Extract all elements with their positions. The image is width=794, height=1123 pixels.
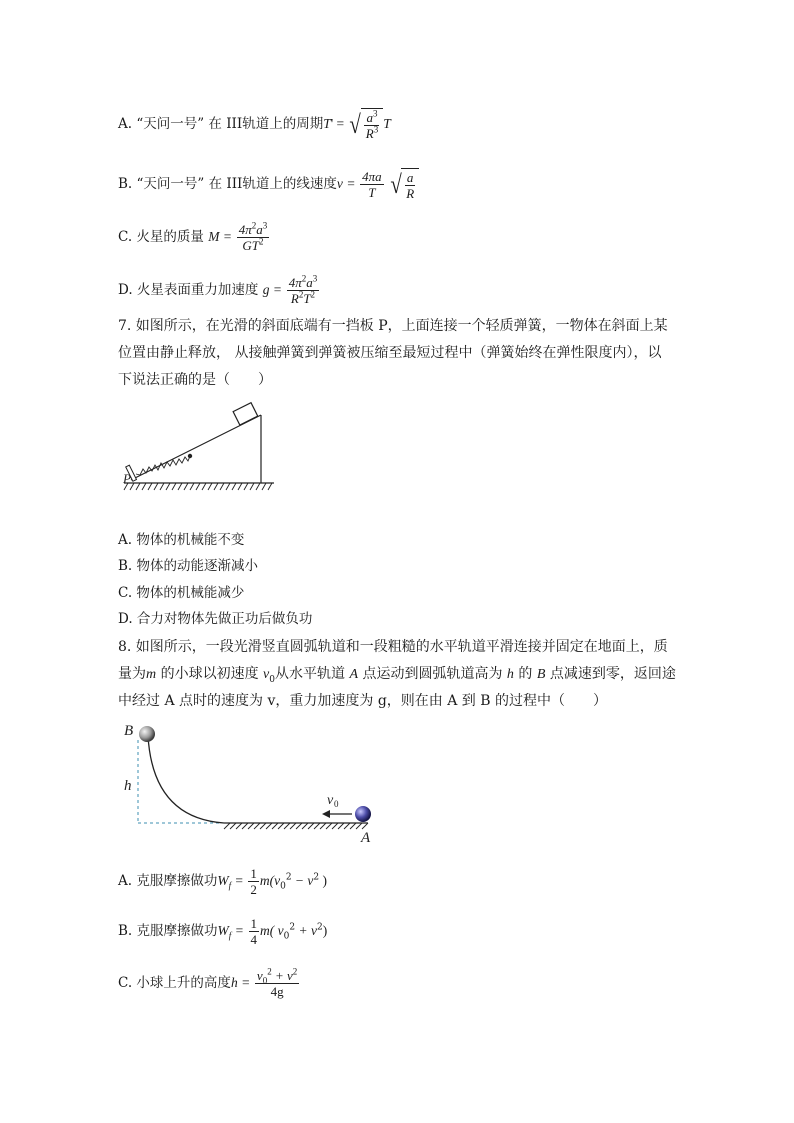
q6-option-b: B. “天问一号” 在 III轨道上的线速度v = $\frac{4\pi a}{T}$ √ $\frac{a}{R}$ [118,168,419,201]
q8-option-a: A. 克服摩擦做功$W_f$ = $\frac{1}{2}$ $m(v_0^2 - v^2$ ) [118,866,328,897]
fraction: $\frac{a^3}{R^3}$ [365,108,379,141]
track-hatching [224,823,368,829]
incline-spring-figure [118,395,283,495]
fraction: $\frac{v_0^2 + v^2}{4g}$ [256,966,298,999]
q8-option-c: C. 小球上升的高度h = $\frac{v_0^2 + v^2}{4g}$ [118,966,298,999]
q7-stem: 7. 如图所示，在光滑的斜面底端有一挡板 P，上面连接一个轻质弹簧，一物体在斜面上某 位置由静止释放， 从接触弹簧到弹簧被压缩至最短过程中（弹簧始终在弹性限度内），以 下说法正确的是（ ） [118,318,668,388]
q8-option-b: B. 克服摩擦做功$W_f$ = $\frac{1}{4}$ m( $v_0^2 + v^2$) [118,916,328,947]
label-h: h [124,778,132,794]
q6-option-c: C. 火星的质量 M = $\frac{4\pi^2a^3}{GT^2}$ [118,220,268,253]
q7-option-d: D. 合力对物体先做正功后做负功 [118,611,313,627]
option-text: A. “天问一号” 在 III轨道上的周期 [118,116,324,132]
label-a: A [361,830,371,846]
block [233,403,258,425]
q7-option-a: A. 物体的机械能不变 [118,532,245,548]
label-p: P [123,471,131,486]
label-v0-sub: 0 [334,799,339,809]
fraction: $\frac{4\pi^2a^3}{GT^2}$ [238,220,268,253]
spring [136,456,190,475]
q8-stem: 8. 如图所示，一段光滑竖直圆弧轨道和一段粗糙的水平轨道平滑连接并固定在地面上，质 量为m 的小球以初速度 $v_0$从水平轨道 A 点运动到圆弧轨道高为 h 的 B 点减速到零，返回途 中经过 A 点时的速度为 v，重力加速度为 g，则在由 A 到 B 的过程中（ ） [118,639,676,709]
q6-option-d: D. 火星表面重力加速度 g = $\frac{4\pi^2a^3}{R^2T^2}$ [118,273,318,306]
fraction: $\frac{1}{4}$ [250,916,257,947]
fraction: $\frac{4\pi a}{T}$ [362,169,382,200]
ground-hatching [124,483,272,490]
ball-a [355,806,371,822]
label-b: B [124,723,134,739]
sqrt-expression: √ $\frac{a}{R}$ [389,168,419,201]
sqrt-expression: √ $\frac{a^3}{R^3}$ [348,108,383,141]
spring-end-dot [188,454,192,458]
q6-option-a: A. “天问一号” 在 III轨道上的周期T' = √ $\frac{a^3}{R^3}$ T [118,108,391,141]
q7-option-c: C. 物体的机械能减少 [118,585,245,601]
fraction: $\frac{4\pi^2a^3}{R^2T^2}$ [288,273,318,306]
velocity-arrowhead [322,810,330,818]
fraction: $\frac{1}{2}$ [250,866,257,897]
arc-track [148,736,224,823]
q7-option-b: B. 物体的动能逐渐减小 [118,558,259,574]
ball-b [139,726,155,742]
arc-track-figure [118,718,383,848]
label-v0: v [327,793,334,808]
